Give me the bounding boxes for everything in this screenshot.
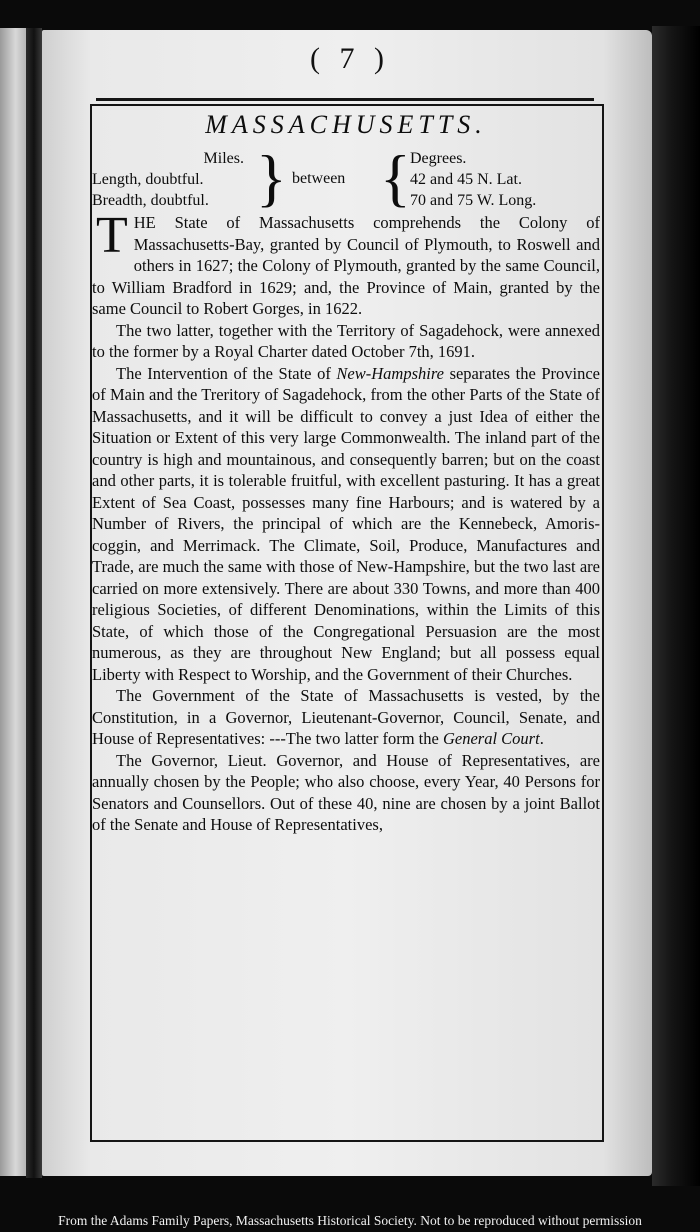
degrees-column: [410, 148, 600, 211]
text-block: [92, 106, 600, 836]
between-word: between: [292, 170, 346, 187]
book-edge-shadow: [652, 26, 700, 1186]
degrees-label: Degrees.: [410, 150, 467, 167]
paragraph-description-lead: The Intervention of the State of: [116, 363, 337, 383]
adjacent-page-edge: [0, 28, 26, 1176]
miles-label: Miles.: [203, 150, 244, 167]
drop-cap: T: [96, 207, 128, 264]
paragraph-annexation: The two latter, together with the Territory of Sagadehock, were annexed to the former by a Royal Charter dated October 7th, 1691.: [92, 320, 600, 361]
length-row: Length, doubtful.: [92, 171, 204, 188]
paragraph-elections: The Governor, Lieut. Governor, and House of Representatives, are annually chosen by the People; who also choose, every Year, 40 Persons for Senators and Counsellors. Out of these 40, nine are chosen by a joint Ballot of the Senate and House of Representatives,: [92, 750, 600, 834]
paragraph-description-italic: New-Hampshire: [336, 363, 444, 383]
paragraph-description-body: separates the Province of Main and the Treritory of Sagadehock, from the other Parts of the State of Massachusetts, and it will be difficult to convey a just Idea of either the Situation or Extent of this very large Commonwealth. The inland part of the country is high and mountainous, and consequently barren; but on the coast and other parts, it is tolerable fruitful, with excellent pasturing. It has a great Extent of Sea Coast, possesses many fine Harbours; and is watered by a Number of Rivers, the principal of which are the Kennebeck, Amoris-coggin, and Merrimack. The Climate, Soil, Produce, Manufactures and Trade, are much the same with those of New-Hampshire, but the two last are carried on more extensively. There are about 330 Towns, and more than 400 religious Societies, of different Denominations, within the Limits of this State, of which those of the Congregational Persuasion are the most numerous, as they are throughout New England; but all possess equal Liberty with Respect to Worship, and the Government of their Churches.: [92, 363, 600, 684]
latitude-row: 42 and 45 N. Lat.: [410, 171, 522, 188]
longitude-row: 70 and 75 W. Long.: [410, 192, 537, 209]
credit-line: From the Adams Family Papers, Massachusetts Historical Society. Not to be reproduced without permission: [58, 1213, 642, 1228]
left-brace-icon: {: [380, 142, 411, 213]
state-title: MASSACHUSETTS.: [205, 110, 487, 139]
paragraph-charters-text: HE State of Massachusetts comprehends the Colony of Massachusetts-Bay, granted by Council of Plymouth, to Roswell and others in 1627; the Colony of Plymouth, granted by the same Council, to William Bradford in 1629; and, the Province of Main, granted by the same Council to Robert Gorges, in 1622.: [92, 213, 600, 318]
dimensions-column: [92, 148, 256, 211]
page-number: ( 7 ): [310, 42, 390, 75]
frame-top-rule: [96, 98, 594, 101]
paragraph-government-italic: General Court: [442, 729, 540, 748]
paragraph-description: [92, 363, 600, 686]
paragraph-government-end: .: [539, 729, 544, 748]
breadth-row: Breadth, doubtful.: [92, 192, 209, 209]
geography-table: [92, 142, 600, 213]
paragraph-charters: [92, 207, 600, 320]
book-gutter: [26, 28, 42, 1178]
right-brace-icon: }: [256, 142, 287, 213]
paragraph-government: [92, 685, 600, 750]
paragraph-government-lead: The Government of the State of Massachusetts is vested, by the Constitution, in a Governor, Lieutenant-Governor, Council, Senate, and House of Representatives: ---The two latter form the: [92, 686, 600, 748]
